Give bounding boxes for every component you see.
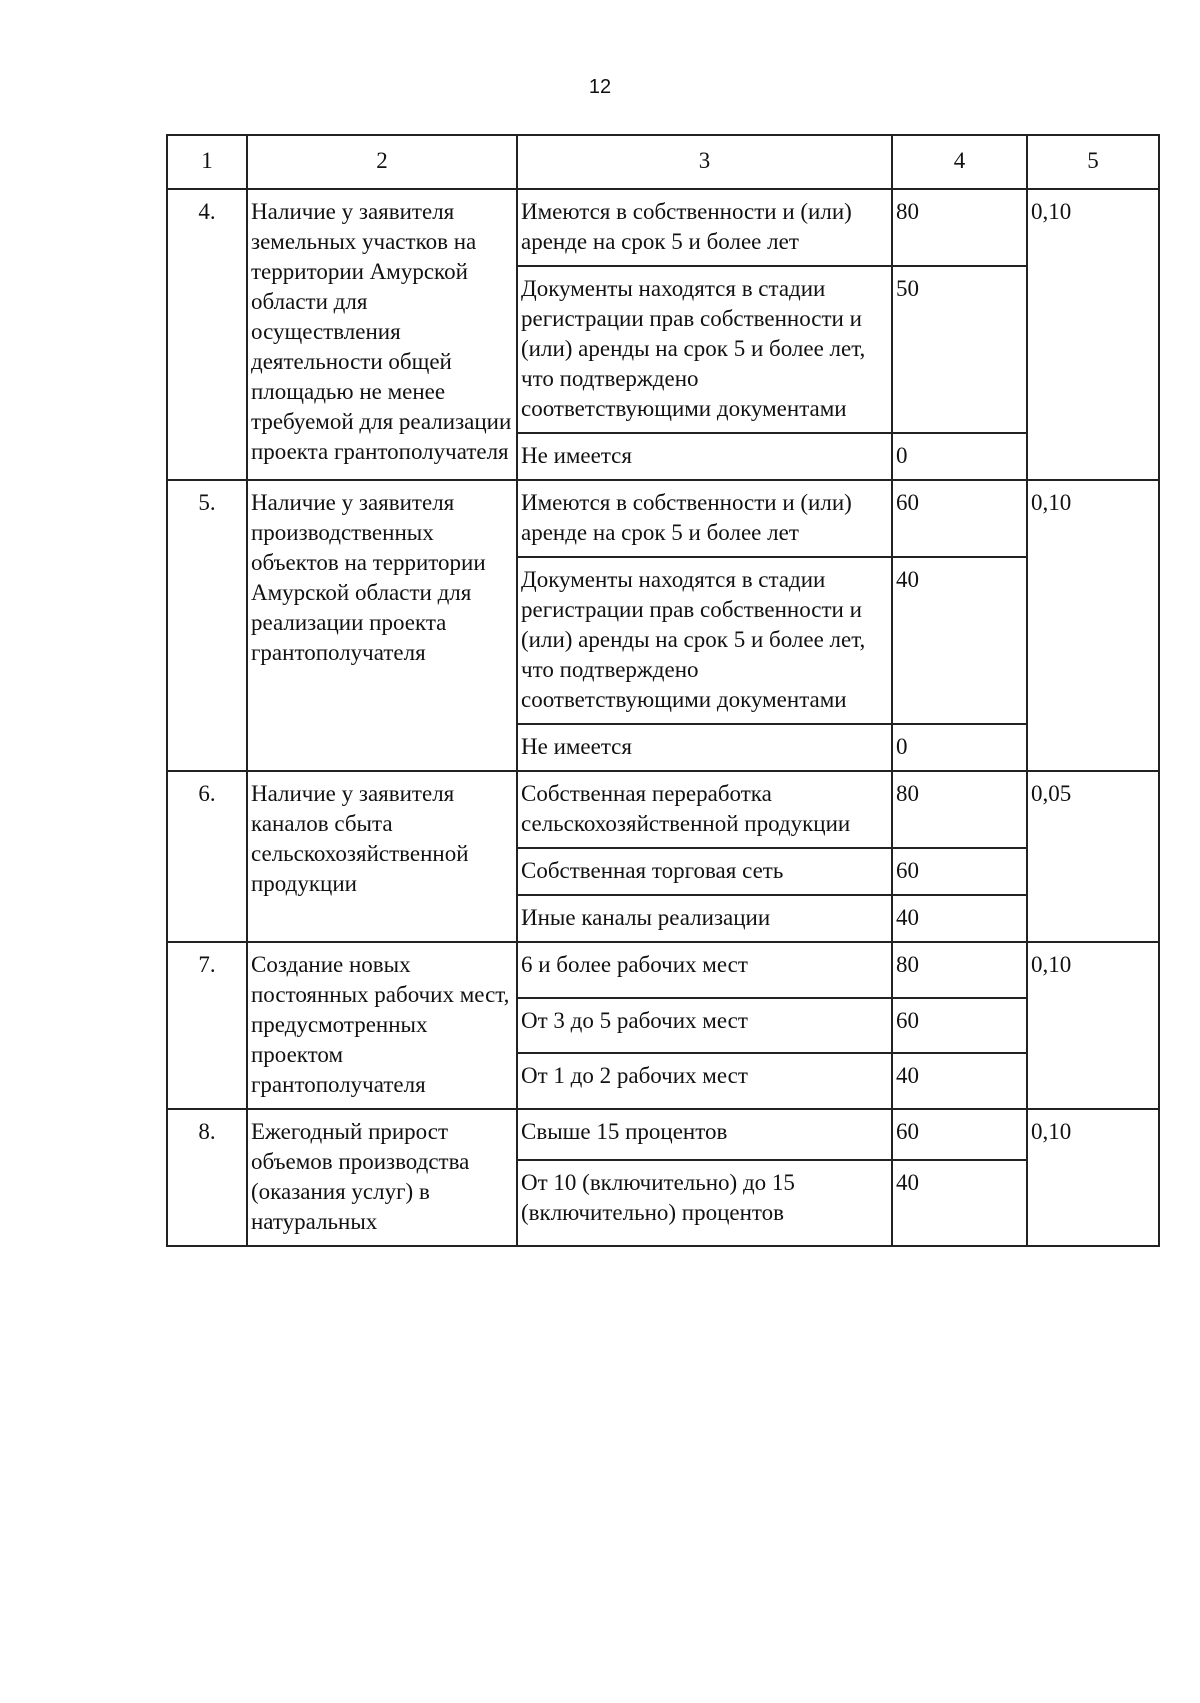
header-cell: 4	[892, 135, 1027, 189]
option-score: 50	[892, 266, 1027, 433]
table-body	[167, 135, 1159, 1246]
criterion-number: 8.	[167, 1109, 247, 1246]
criterion-number: 7.	[167, 942, 247, 1109]
page-number: 12	[588, 76, 612, 98]
criterion-number: 6.	[167, 771, 247, 942]
option-score: 40	[892, 1160, 1027, 1246]
option-text: Свыше 15 процентов	[517, 1109, 892, 1160]
criterion-name: Наличие у заявителя земельных участков на территории Амурской области для осуществления деятельности общей площадью не менее требуемой для реализации проекта грантополучателя	[247, 189, 517, 480]
option-score: 40	[892, 557, 1027, 724]
option-text: Собственная переработка сельскохозяйственной продукции	[517, 771, 892, 848]
criterion-weight: 0,10	[1027, 189, 1159, 480]
table-row	[167, 480, 1159, 557]
criterion-weight: 0,10	[1027, 1109, 1159, 1246]
option-text: От 10 (включительно) до 15 (включительно) процентов	[517, 1160, 892, 1246]
option-text: 6 и более рабочих мест	[517, 942, 892, 998]
option-text: Имеются в собственности и (или) аренде на срок 5 и более лет	[517, 189, 892, 266]
header-row	[167, 135, 1159, 189]
criterion-number: 4.	[167, 189, 247, 480]
table-row	[167, 189, 1159, 266]
criterion-name: Создание новых постоянных рабочих мест, предусмотренных проектом грантополучателя	[247, 942, 517, 1109]
criterion-name: Наличие у заявителя производственных объектов на территории Амурской области для реализации проекта грантополучателя	[247, 480, 517, 771]
option-score: 60	[892, 1109, 1027, 1160]
option-score: 0	[892, 433, 1027, 480]
criterion-weight: 0,05	[1027, 771, 1159, 942]
table-row	[167, 771, 1159, 848]
option-score: 80	[892, 942, 1027, 998]
criterion-name: Наличие у заявителя каналов сбыта сельскохозяйственной продукции	[247, 771, 517, 942]
option-text: От 1 до 2 рабочих мест	[517, 1053, 892, 1109]
criterion-name: Ежегодный прирост объемов производства (оказания услуг) в натуральных	[247, 1109, 517, 1246]
table-row	[167, 942, 1159, 998]
option-score: 60	[892, 998, 1027, 1054]
header-cell: 3	[517, 135, 892, 189]
option-text: Не имеется	[517, 724, 892, 771]
option-score: 40	[892, 1053, 1027, 1109]
option-text: Иные каналы реализации	[517, 895, 892, 942]
option-text: Имеются в собственности и (или) аренде на срок 5 и более лет	[517, 480, 892, 557]
option-score: 60	[892, 480, 1027, 557]
criterion-weight: 0,10	[1027, 480, 1159, 771]
option-score: 40	[892, 895, 1027, 942]
option-text: От 3 до 5 рабочих мест	[517, 998, 892, 1054]
criterion-weight: 0,10	[1027, 942, 1159, 1109]
header-cell: 2	[247, 135, 517, 189]
option-text: Собственная торговая сеть	[517, 848, 892, 895]
header-cell: 1	[167, 135, 247, 189]
option-score: 60	[892, 848, 1027, 895]
header-cell: 5	[1027, 135, 1159, 189]
criteria-table	[166, 134, 1160, 1247]
option-score: 80	[892, 771, 1027, 848]
table-row	[167, 1109, 1159, 1160]
option-text: Документы находятся в стадии регистрации прав собственности и (или) аренды на срок 5 и более лет, что подтверждено соответствующими документами	[517, 557, 892, 724]
option-text: Документы находятся в стадии регистрации прав собственности и (или) аренды на срок 5 и более лет, что подтверждено соответствующими документами	[517, 266, 892, 433]
option-score: 0	[892, 724, 1027, 771]
option-text: Не имеется	[517, 433, 892, 480]
criterion-number: 5.	[167, 480, 247, 771]
option-score: 80	[892, 189, 1027, 266]
